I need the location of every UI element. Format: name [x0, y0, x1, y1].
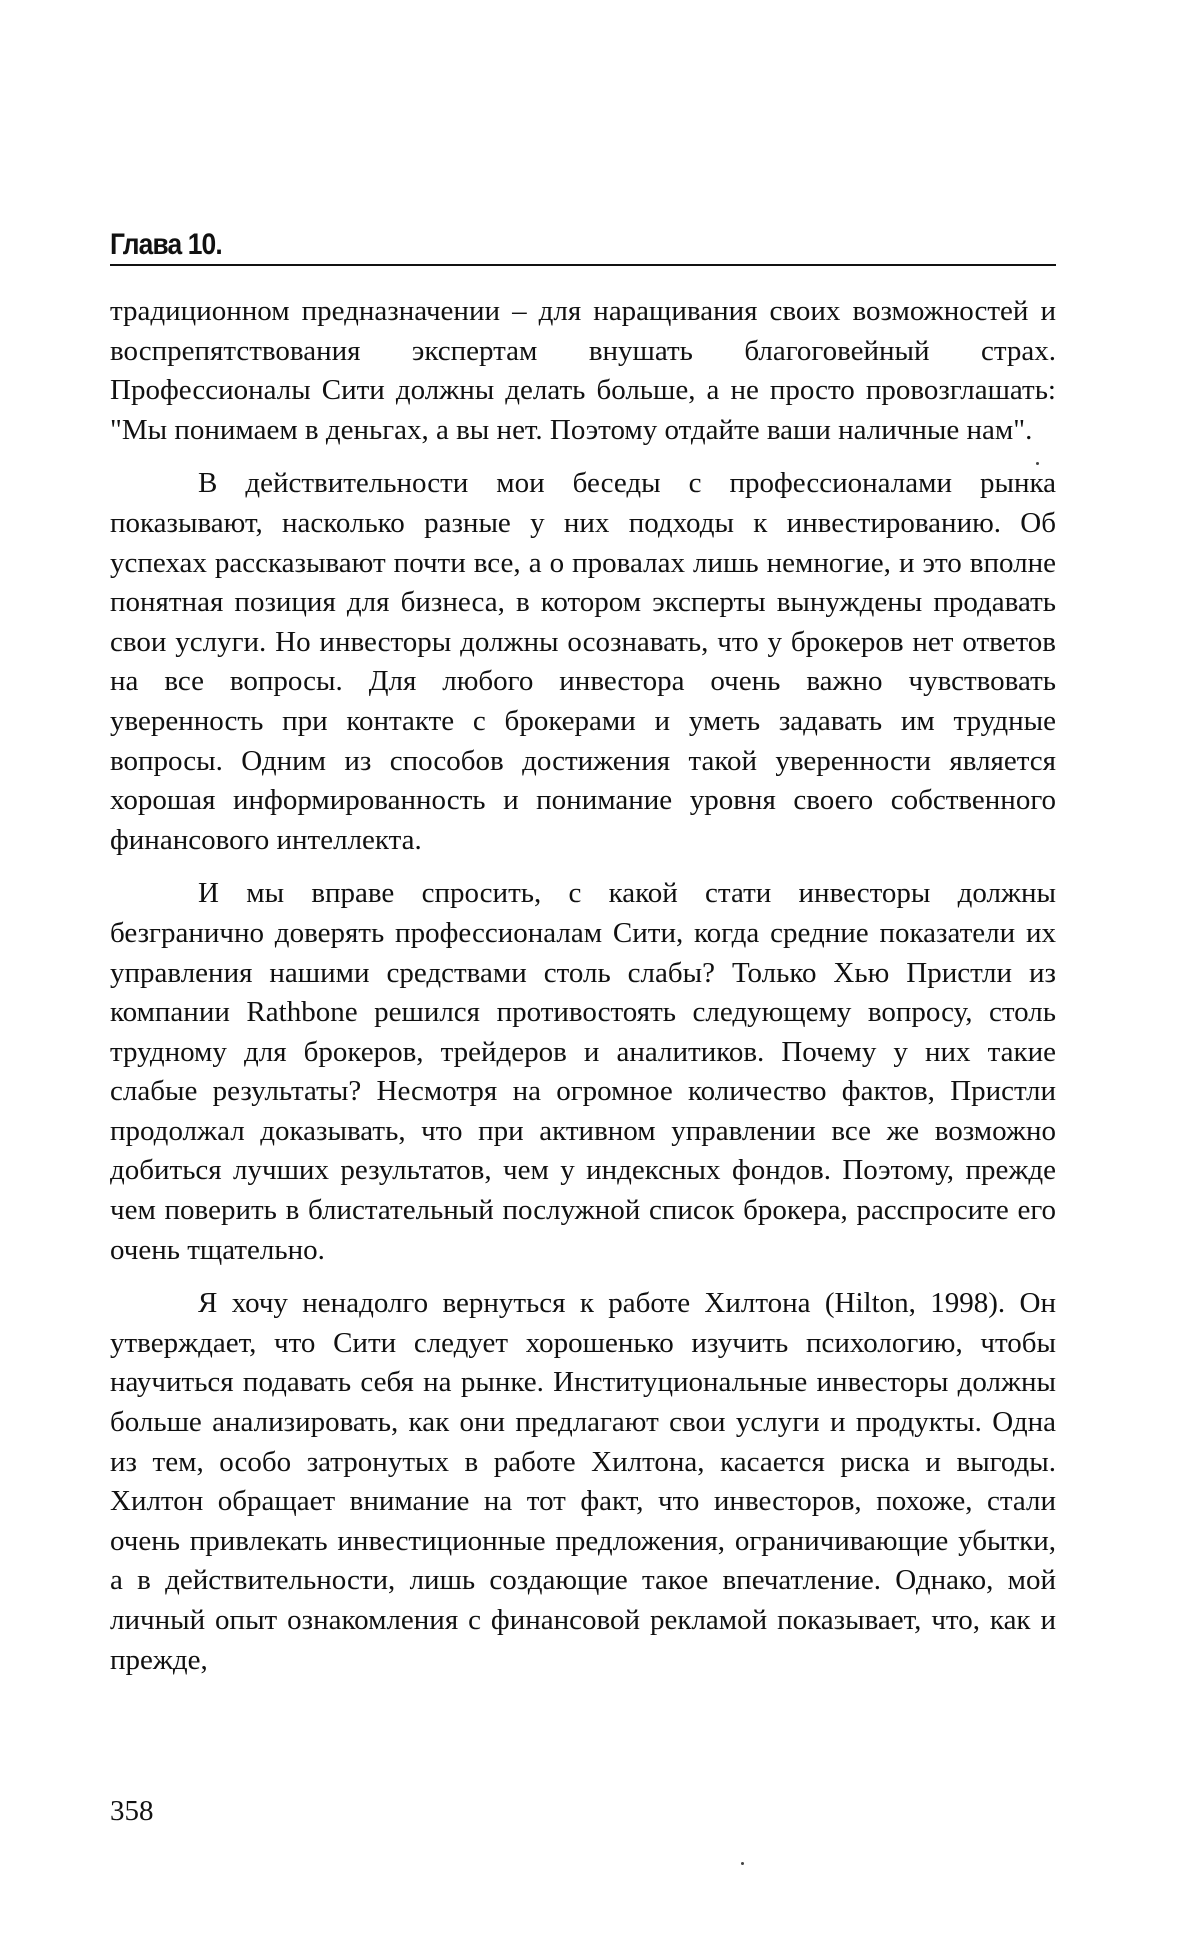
scan-speck [1036, 462, 1039, 465]
paragraph: Я хочу ненадолго вернуться к работе Хилтона (Hilton, 1998). Он утверждает, что Сити следует хорошенько изучить психологию, чтобы научиться подавать себя на рынке. Институциональные инвесторы должны больше анализировать, как они предлагают свои услуги и продукты. Одна из тем, особо затронутых в работе Хилтона, касается риска и выгоды. Хилтон обращает внимание на тот факт, что инвесторов, похоже, стали очень привлекать инвестиционные предложения, ограничивающие убытки, а в действительности, лишь создающие такое впечатление. Однако, мой личный опыт ознакомления с финансовой рекламой показывает, что, как и прежде, [110, 1287, 1056, 1676]
paragraph: традиционном предназначении – для наращивания своих возможностей и воспрепятствования экспертам внушать благоговейный страх. Профессионалы Сити должны делать больше, а не просто провозглашать: "Мы понимаем в деньгах, а вы нет. Поэтому отдайте ваши наличные нам". [110, 295, 1056, 446]
chapter-heading: Глава 10. [110, 228, 222, 261]
paragraph: И мы вправе спросить, с какой стати инвесторы должны безгранично доверять профессионалам Сити, когда средние показатели их управления нашими средствами столь слабы? Только Хью Пристли из компании Rathbone решился противостоять следующему вопросу, столь трудному для брокеров, трейдеров и аналитиков. Почему у них такие слабые результаты? Несмотря на огромное количество фактов, Пристли продолжал доказывать, что при активном управлении все же возможно добиться лучших результатов, чем у индексных фондов. Поэтому, прежде чем поверить в блистательный послужной список брокера, расспросите его очень тщательно. [110, 877, 1056, 1266]
header-rule [110, 264, 1056, 266]
body-text [110, 292, 1056, 1680]
paragraph: В действительности мои беседы с профессионалами рынка показывают, насколько разные у них подходы к инвестированию. Об успехах рассказывают почти все, а о провалах лишь немногие, и это вполне понятная позиция для бизнеса, в котором эксперты вынуждены продавать свои услуги. Но инвесторы должны осознавать, что у брокеров нет ответов на все вопросы. Для любого инвестора очень важно чувствовать уверенность при контакте с брокерами и уметь задавать им трудные вопросы. Одним из способов достижения такой уверенности является хорошая информированность и понимание уровня своего собственного финансового интеллекта. [110, 467, 1056, 856]
scan-speck [741, 1862, 744, 1865]
page-number: 358 [110, 1795, 154, 1827]
running-header [110, 228, 1056, 262]
